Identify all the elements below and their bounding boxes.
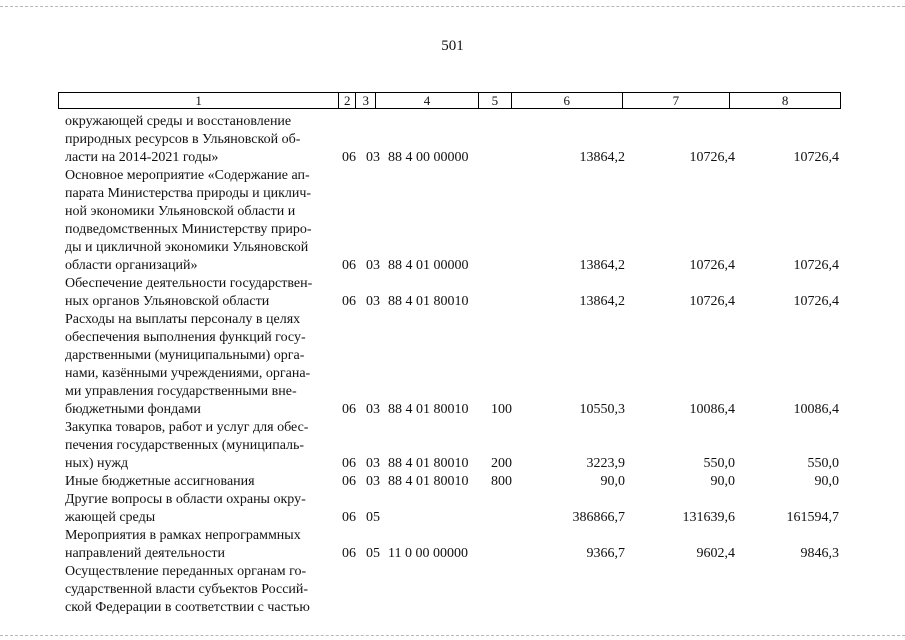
row-section: 06: [342, 546, 356, 561]
row-amount-col7: 90,0: [710, 474, 735, 489]
row-amount-col8: 10726,4: [793, 150, 839, 165]
row-amount-col8: 550,0: [807, 456, 839, 471]
row-expense-type: 100: [491, 402, 512, 417]
row-amount-col6: 9366,7: [586, 546, 625, 561]
header-col-5: 5: [479, 93, 512, 108]
row-target-article: 88 4 01 80010: [388, 456, 469, 471]
table-body: [65, 113, 855, 617]
row-amount-col7: 131639,6: [682, 510, 735, 525]
row-amount-col6: 13864,2: [579, 294, 625, 309]
row-description: Другие вопросы в области охраны окру- жающей среды: [65, 492, 306, 525]
header-col-6: 6: [512, 93, 623, 108]
header-col-1: 1: [59, 93, 339, 108]
row-section: 06: [342, 402, 356, 417]
row-section: 06: [342, 294, 356, 309]
row-target-article: 88 4 01 00000: [388, 258, 469, 273]
scan-top-edge: [0, 6, 905, 13]
row-target-article: 11 0 00 00000: [388, 546, 468, 561]
row-amount-col6: 90,0: [600, 474, 625, 489]
header-col-7: 7: [623, 93, 731, 108]
row-subsection: 03: [366, 294, 380, 309]
row-target-article: 88 4 00 00000: [388, 150, 469, 165]
row-description: Обеспечение деятельности государствен- ных органов Ульяновской области: [65, 276, 313, 309]
row-amount-col7: 10726,4: [689, 294, 735, 309]
row-subsection: 03: [366, 456, 380, 471]
page-number: 501: [441, 38, 464, 54]
header-col-8: 8: [781, 93, 789, 108]
row-description: Основное мероприятие «Содержание ап- парата Министерства природы и циклич- ной экономики Ульяновской области и подведомственных Министерству приро- ды и цикличной экономики Ульяновской области организаций»: [65, 168, 312, 273]
table-row: [65, 275, 855, 311]
row-amount-col7: 10726,4: [689, 150, 735, 165]
row-amount-col8: 10086,4: [793, 402, 839, 417]
row-amount-col7: 10086,4: [689, 402, 735, 417]
row-subsection: 03: [366, 402, 380, 417]
table-header: [58, 92, 841, 109]
table-row: [65, 563, 855, 617]
header-col-3: 3: [356, 93, 376, 108]
header-col-4: 4: [376, 93, 479, 108]
row-expense-type: 200: [491, 456, 512, 471]
row-amount-col8: 10726,4: [793, 294, 839, 309]
table-row: [65, 311, 855, 419]
header-col-2: 2: [339, 93, 356, 108]
row-amount-col8: 90,0: [814, 474, 839, 489]
row-expense-type: 800: [491, 474, 512, 489]
row-description: Расходы на выплаты персоналу в целях обеспечения выполнения функций госу- дарственными (муниципальными) орга- нами, казёнными учреждениями, органа- ми управления государственными вне- бюджетными фондами: [65, 312, 311, 417]
row-amount-col8: 10726,4: [793, 258, 839, 273]
row-section: 06: [342, 150, 356, 165]
row-section: 06: [342, 474, 356, 489]
row-subsection: 05: [366, 510, 380, 525]
row-amount-col7: 10726,4: [689, 258, 735, 273]
table-row: [65, 167, 855, 275]
row-description: окружающей среды и восстановление природных ресурсов в Ульяновской об- ласти на 2014-2021 годы»: [65, 114, 301, 165]
row-amount-col8: 161594,7: [786, 510, 839, 525]
scan-bottom-edge: [0, 629, 905, 636]
row-subsection: 03: [366, 258, 380, 273]
row-amount-col6: 3223,9: [586, 456, 625, 471]
row-subsection: 03: [366, 150, 380, 165]
row-amount-col7: 9602,4: [696, 546, 735, 561]
row-description: Иные бюджетные ассигнования: [65, 474, 255, 489]
table-row: [65, 113, 855, 167]
table-row: [65, 419, 855, 473]
row-amount-col6: 386866,7: [572, 510, 625, 525]
row-target-article: 88 4 01 80010: [388, 294, 469, 309]
table-row: [65, 473, 855, 491]
row-section: 06: [342, 510, 356, 525]
row-amount-col6: 13864,2: [579, 258, 625, 273]
table-row: [65, 491, 855, 527]
row-amount-col6: 13864,2: [579, 150, 625, 165]
row-amount-col8: 9846,3: [800, 546, 839, 561]
row-amount-col6: 10550,3: [579, 402, 625, 417]
row-target-article: 88 4 01 80010: [388, 474, 469, 489]
row-amount-col7: 550,0: [703, 456, 735, 471]
row-description: Мероприятия в рамках непрограммных направлений деятельности: [65, 528, 301, 561]
row-subsection: 03: [366, 474, 380, 489]
row-section: 06: [342, 456, 356, 471]
row-target-article: 88 4 01 80010: [388, 402, 469, 417]
row-description: Осуществление переданных органам го- сударственной власти субъектов Россий- ской Федерации в соответствии с частью: [65, 564, 310, 615]
row-description: Закупка товаров, работ и услуг для обес- печения государственных (муниципаль- ных) нужд: [65, 420, 309, 471]
row-subsection: 05: [366, 546, 380, 561]
table-row: [65, 527, 855, 563]
row-section: 06: [342, 258, 356, 273]
